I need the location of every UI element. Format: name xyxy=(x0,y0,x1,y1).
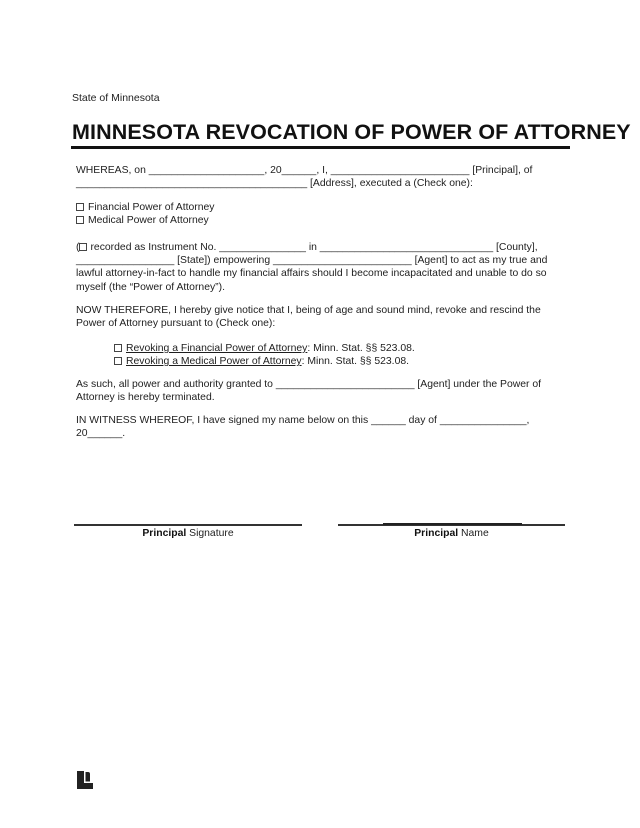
revoke-financial-link[interactable]: Revoking a Financial Power of Attorney xyxy=(126,343,308,354)
checkbox-icon[interactable] xyxy=(114,357,122,365)
witness-paragraph xyxy=(76,414,550,440)
checkbox-revoke-financial[interactable] xyxy=(114,342,554,355)
checkbox-medical-poa[interactable] xyxy=(76,214,550,227)
state-label: State of Minnesota xyxy=(72,92,160,104)
witness-line-2[interactable]: 20______. xyxy=(76,428,126,440)
legal-templates-logo-icon xyxy=(77,771,93,789)
revocation-options-checklist xyxy=(114,342,554,368)
signature-label-rest: Signature xyxy=(186,528,234,539)
witness-line-1[interactable]: IN WITNESS WHEREOF, I have signed my name below on this ______ day of _______________, xyxy=(76,415,530,426)
checkbox-icon[interactable] xyxy=(76,216,84,224)
poa-type-checklist xyxy=(76,201,550,227)
recorded-line-1[interactable] xyxy=(76,241,550,254)
now-therefore-paragraph xyxy=(76,304,550,330)
recorded-line-1-text: recorded as Instrument No. _______________ in ______________________________ [County], xyxy=(90,242,538,253)
name-label-rest: Name xyxy=(458,528,489,539)
title-underline xyxy=(71,146,570,149)
checkbox-revoke-medical[interactable] xyxy=(114,355,554,368)
principal-signature-label xyxy=(74,528,302,539)
as-such-line-2: Attorney is hereby terminated. xyxy=(76,392,215,404)
principal-signature-line[interactable] xyxy=(74,524,302,526)
document-title: MINNESOTA REVOCATION OF POWER OF ATTORNEY xyxy=(72,120,631,144)
now-therefore-line-1: NOW THEREFORE, I hereby give notice that I, being of age and sound mind, revoke and rescind the xyxy=(76,305,541,316)
as-such-paragraph xyxy=(76,378,550,404)
recorded-line-3: lawful attorney-in-fact to handle my financial affairs should I become incapacitated and unable to do so xyxy=(76,268,547,280)
checkbox-financial-poa[interactable] xyxy=(76,201,550,214)
checkbox-icon[interactable] xyxy=(76,203,84,211)
recorded-line-2[interactable]: _________________ [State]) empowering ________________________ [Agent] to act as my true and xyxy=(76,255,548,267)
signature-label-bold: Principal xyxy=(142,528,187,539)
principal-name-line-overlay xyxy=(383,523,522,525)
recorded-paragraph xyxy=(76,241,550,294)
statute-text: : Minn. Stat. §§ 523.08. xyxy=(307,343,415,354)
checkbox-label: Medical Power of Attorney xyxy=(88,215,209,227)
checkbox-recorded-icon[interactable] xyxy=(79,243,87,251)
whereas-line-1[interactable]: WHEREAS, on ____________________, 20______, I, ________________________ [Principal], of xyxy=(76,165,533,176)
statute-text: : Minn. Stat. §§ 523.08. xyxy=(301,356,410,368)
open-paren: ( xyxy=(76,242,80,253)
now-therefore-line-2: Power of Attorney pursuant to (Check one): xyxy=(76,318,276,330)
principal-name-label xyxy=(338,528,565,539)
revoke-medical-link[interactable]: Revoking a Medical Power of Attorney xyxy=(126,356,302,368)
checkbox-icon[interactable] xyxy=(114,344,122,352)
whereas-line-2[interactable]: ________________________________________ [Address], executed a (Check one): xyxy=(76,178,473,190)
recorded-line-4: myself (the “Power of Attorney”). xyxy=(76,281,225,293)
as-such-line-1[interactable]: As such, all power and authority granted to ________________________ [Agent] under the Power of xyxy=(76,379,542,390)
name-label-bold: Principal xyxy=(414,528,459,539)
whereas-paragraph xyxy=(76,164,550,190)
checkbox-label: Financial Power of Attorney xyxy=(88,202,215,213)
